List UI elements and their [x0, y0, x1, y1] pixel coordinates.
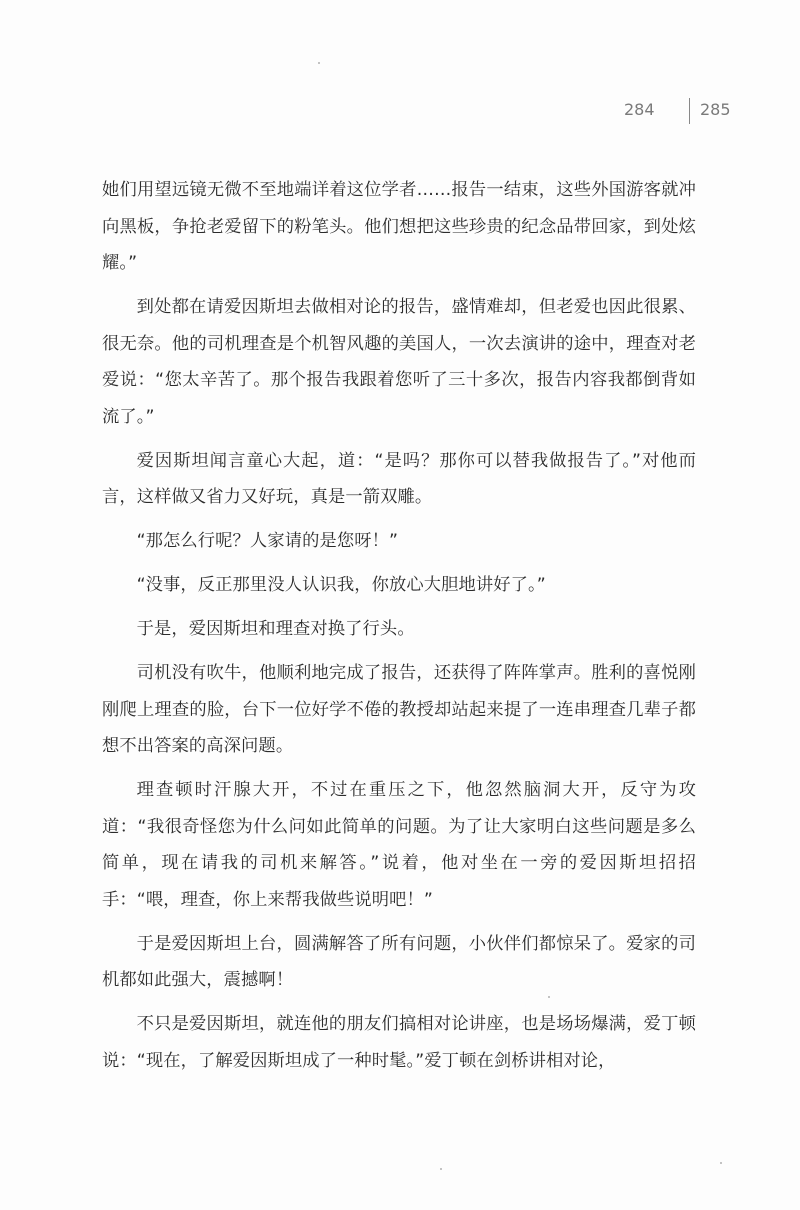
paragraph-1: 她们用望远镜无微不至地端详着这位学者……报告一结束，这些外国游客就冲向黑板，争抢老爱留下的粉笔头。他们想把这些珍贵的纪念品带回家，到处炫耀。” — [102, 180, 696, 273]
scan-speck — [548, 996, 550, 998]
paragraph-7: 司机没有吹牛，他顺利地完成了报告，还获得了阵阵掌声。胜利的喜悦刚刚爬上理查的脸，台下一位好学不倦的教授却站起来提了一连串理查几辈子都想不出答案的高深问题。 — [102, 663, 696, 756]
page-number-left: 284 — [624, 100, 655, 119]
paragraph-10: 不只是爱因斯坦，就连他的朋友们搞相对论讲座，也是场场爆满，爱丁顿说：“现在，了解爱因斯坦成了一种时髦。”爱丁顿在剑桥讲相对论， — [102, 1014, 696, 1071]
scan-speck — [720, 1162, 722, 1164]
paragraph-6: 于是，爱因斯坦和理查对换了行头。 — [136, 619, 415, 639]
scan-speck — [318, 62, 320, 64]
page-header — [620, 98, 750, 124]
scan-speck — [440, 1168, 442, 1170]
paragraph-8: 理查顿时汗腺大开，不过在重压之下，他忽然脑洞大开，反守为攻道：“我很奇怪您为什么问如此简单的问题。为了让大家明白这些问题是多么简单，现在请我的司机来解答。”说着，他对坐在一旁的爱因斯坦招招手：“喂，理查，你上来帮我做些说明吧！” — [102, 780, 696, 910]
paragraph-2: 到处都在请爱因斯坦去做相对论的报告，盛情难却，但老爱也因此很累、很无奈。他的司机理查是个机智风趣的美国人，一次去演讲的途中，理查对老爱说：“您太辛苦了。那个报告我跟着您听了三十多次，报告内容我都倒背如流了。” — [102, 297, 696, 427]
paragraph-4: “那怎么行呢？人家请的是您呀！” — [136, 531, 399, 551]
body-text — [102, 172, 696, 1087]
paragraph-5: “没事，反正那里没人认识我，你放心大胆地讲好了。” — [136, 575, 546, 595]
page-number-divider — [689, 98, 690, 124]
paragraph-3: 爱因斯坦闻言童心大起，道：“是吗？那你可以替我做报告了。”对他而言，这样做又省力又好玩，真是一箭双雕。 — [102, 450, 696, 507]
paragraph-9: 于是爱因斯坦上台，圆满解答了所有问题，小伙伴们都惊呆了。爱家的司机都如此强大，震撼啊！ — [102, 933, 696, 990]
page-number-right: 285 — [700, 100, 731, 119]
